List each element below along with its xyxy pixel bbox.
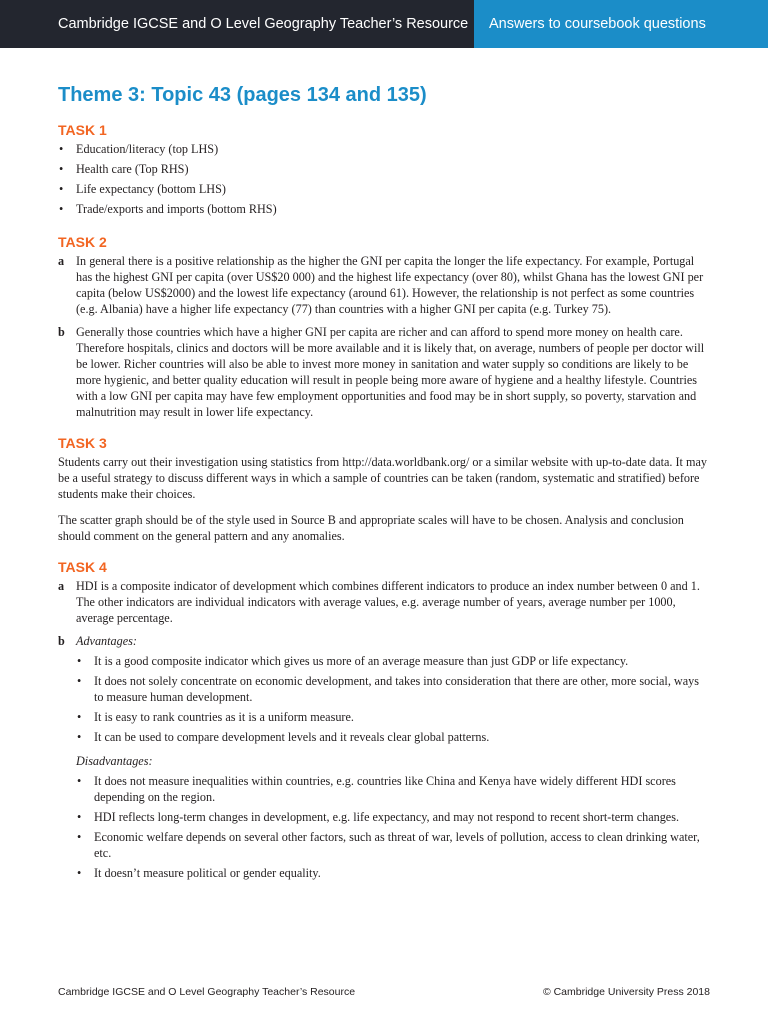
task-4-heading: TASK 4 <box>58 559 107 575</box>
page-content <box>58 82 710 894</box>
list-item: • It does not measure inequalities within countries, e.g. countries like China and Kenya have widely different HDI scores depending on the region. <box>76 773 710 805</box>
task-2-heading: TASK 2 <box>58 234 107 250</box>
page-title: Theme 3: Topic 43 (pages 134 and 135) <box>58 84 427 106</box>
part-label: a <box>58 579 65 593</box>
task-3-paragraph-2: The scatter graph should be of the style used in Source B and appropriate scales will have to be chosen. Analysis and conclusion should comment on the general pattern and any anomalies. <box>58 513 684 543</box>
page-header <box>0 0 768 48</box>
task-1-section <box>58 121 710 217</box>
part-text: HDI is a composite indicator of development which combines different indicators to produce an index number between 0 and 1. The other indicators are individual indicators with average values, e.g. average number of years, average number per 1000, average percentage. <box>76 579 700 625</box>
task-1-heading: TASK 1 <box>58 122 107 138</box>
task-3-section <box>58 434 710 544</box>
task-4-part-a <box>58 578 710 626</box>
list-item: • It is easy to rank countries as it is a uniform measure. <box>76 709 710 725</box>
part-label: a <box>58 254 65 268</box>
part-label: b <box>58 325 65 339</box>
part-label: b <box>58 634 65 648</box>
list-item: • Education/literacy (top LHS) <box>58 141 710 157</box>
list-item: • Health care (Top RHS) <box>58 161 710 177</box>
list-item: • Life expectancy (bottom LHS) <box>58 181 710 197</box>
task-2-part-b <box>58 324 710 420</box>
task-3-paragraph-1: Students carry out their investigation using statistics from http://data.worldbank.org/ or a similar website with up-to-date data. It may be a useful strategy to discuss different ways in which a sample of countries can be taken (random, systematic and stratified) before students make their choices. <box>58 455 707 501</box>
footer-copyright: © Cambridge University Press 2018 <box>542 986 710 998</box>
list-item: • Trade/exports and imports (bottom RHS) <box>58 201 710 217</box>
header-resource-title: Cambridge IGCSE and O Level Geography Teacher’s Resource <box>0 0 474 48</box>
list-item: • It does not solely concentrate on economic development, and takes into consideration that there are other, more social, ways to measure human development. <box>76 673 710 705</box>
advantages-list <box>76 653 710 745</box>
footer-resource-title: Cambridge IGCSE and O Level Geography Teacher’s Resource <box>58 986 356 998</box>
list-item: • It can be used to compare development levels and it reveals clear global patterns. <box>76 729 710 745</box>
advantages-label: Advantages: <box>76 634 137 648</box>
disadvantages-label: Disadvantages: <box>76 754 153 768</box>
disadvantages-list <box>76 773 710 881</box>
part-text: In general there is a positive relationship as the higher the GNI per capita the longer the life expectancy. For example, Portugal has the highest GNI per capita (over US$20 000) and the highest life expectancy (over 80), whilst Ghana has the lowest GNI per capita (below US$2000) and the lowest life expectancy (around 61). However, the relationship is not perfect as some countries (e.g. Albania) have a higher life expectancy (77) than countries with a higher GNI per capita (e.g. Turkey 75). <box>76 254 704 316</box>
list-item: • It is a good composite indicator which gives us more of an average measure than just GDP or life expectancy. <box>76 653 710 669</box>
task-1-list <box>58 141 710 217</box>
header-section-title: Answers to coursebook questions <box>474 0 768 48</box>
list-item: • It doesn’t measure political or gender equality. <box>76 865 710 881</box>
task-3-heading: TASK 3 <box>58 435 107 451</box>
list-item: • Economic welfare depends on several other factors, such as threat of war, levels of pollution, access to clean drinking water, etc. <box>76 829 710 861</box>
part-text: Generally those countries which have a higher GNI per capita are richer and can afford to spend more money on health care. Therefore hospitals, clinics and doctors will be more available and it is likely that, on average, numbers of people per doctor will be lower. Richer countries will also be able to invest more money in sanitation and water supply so conditions are likely to be more hygienic, and better quality education will result in people being more aware of hygiene and a healthy lifestyle. Countries with a low GNI per capita may have few employment opportunities and food may be in short supply, so poverty, starvation and malnutrition may result in lower life expectancy. <box>76 325 705 419</box>
task-4-section <box>58 558 710 887</box>
task-2-part-a <box>58 253 710 317</box>
task-2-section <box>58 233 710 420</box>
task-4-part-b <box>58 633 710 887</box>
list-item: • HDI reflects long-term changes in development, e.g. life expectancy, and may not respond to recent short-term changes. <box>76 809 710 825</box>
